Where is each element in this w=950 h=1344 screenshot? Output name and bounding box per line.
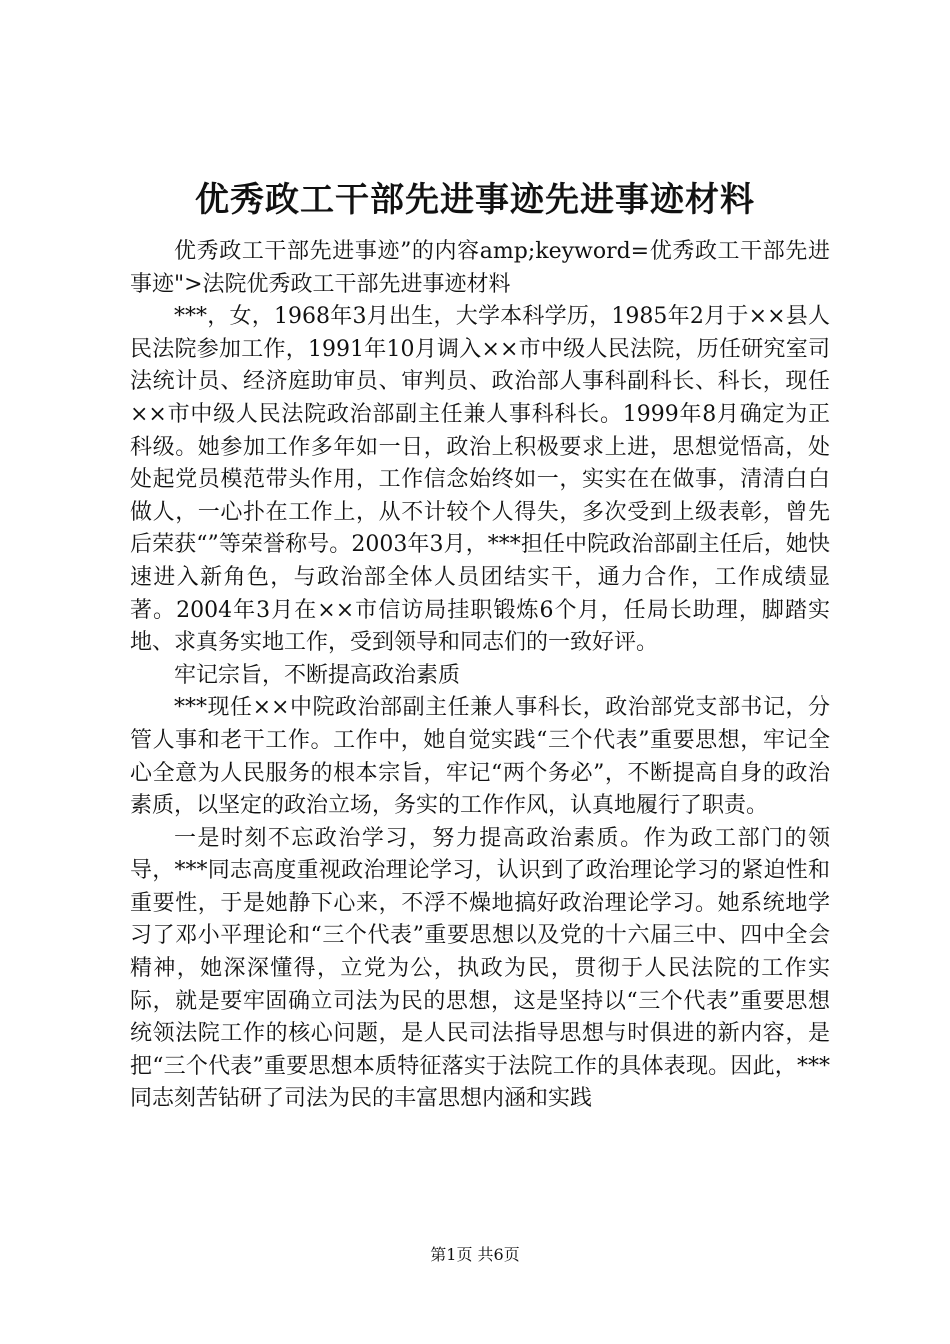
paragraph-intro: 优秀政工干部先进事迹”的内容amp;keyword=优秀政工干部先进事迹">法院优秀政工干部先进事迹材料 xyxy=(130,239,830,297)
paragraph-profile: ***，女，1968年3月出生，大学本科学历，1985年2月于××县人民法院参加工作，1991年10月调入××市中级人民法院，历任研究室司法统计员、经济庭助审员、审判员、政治部人事科副科长、科长，现任××市中级人民法院政治部副主任兼人事科科长。1999年8月确定为正科级。她参加工作多年如一日，政治上积极要求上进，思想觉悟高，处处起党员模范带头作用，工作信念始终如一，实实在在做事，清清白白做人，一心扑在工作上，从不计较个人得失，多次受到上级表彰，曾先后荣获“”等荣誉称号。2003年3月，***担任中院政治部副主任后，她快速进入新角色，与政治部全体人员团结实干，通力合作，工作成绩显著。2004年3月在××市信访局挂职锻炼6个月，任局长助理，脚踏实地、求真务实地工作，受到领导和同志们的一致好评。 xyxy=(130,304,830,656)
paragraph-study: 一是时刻不忘政治学习，努力提高政治素质。作为政工部门的领导，***同志高度重视政治理论学习，认识到了政治理论学习的紧迫性和重要性，于是她静下心来，不浮不燥地搞好政治理论学习。她系统地学习了邓小平理论和“三个代表”重要思想以及党的十六届三中、四中全会精神，她深深懂得，立党为公，执政为民，贯彻于人民法院的工作实际，就是要牢固确立司法为民的思想，这是坚持以“三个代表”重要思想统领法院工作的核心问题，是人民司法指导思想与时俱进的新内容，是把“三个代表”重要思想本质特征落实于法院工作的具体表现。因此，***同志刻苦钻研了司法为民的丰富思想内涵和实践 xyxy=(130,825,830,1112)
paragraph-role: ***现任××中院政治部副主任兼人事科长，政治部党支部书记，分管人事和老干工作。工作中，她自觉实践“三个代表”重要思想，牢记全心全意为人民服务的根本宗旨，牢记“两个务必”，不断提高自身的政治素质，以坚定的政治立场，务实的工作作风，认真地履行了职责。 xyxy=(130,695,830,819)
section-heading: 牢记宗旨，不断提高政治素质 xyxy=(174,662,461,688)
page-footer: 第1页 共6页 xyxy=(430,1245,520,1264)
document-body xyxy=(130,236,830,1116)
document-title: 优秀政工干部先进事迹先进事迹材料 xyxy=(195,180,755,220)
